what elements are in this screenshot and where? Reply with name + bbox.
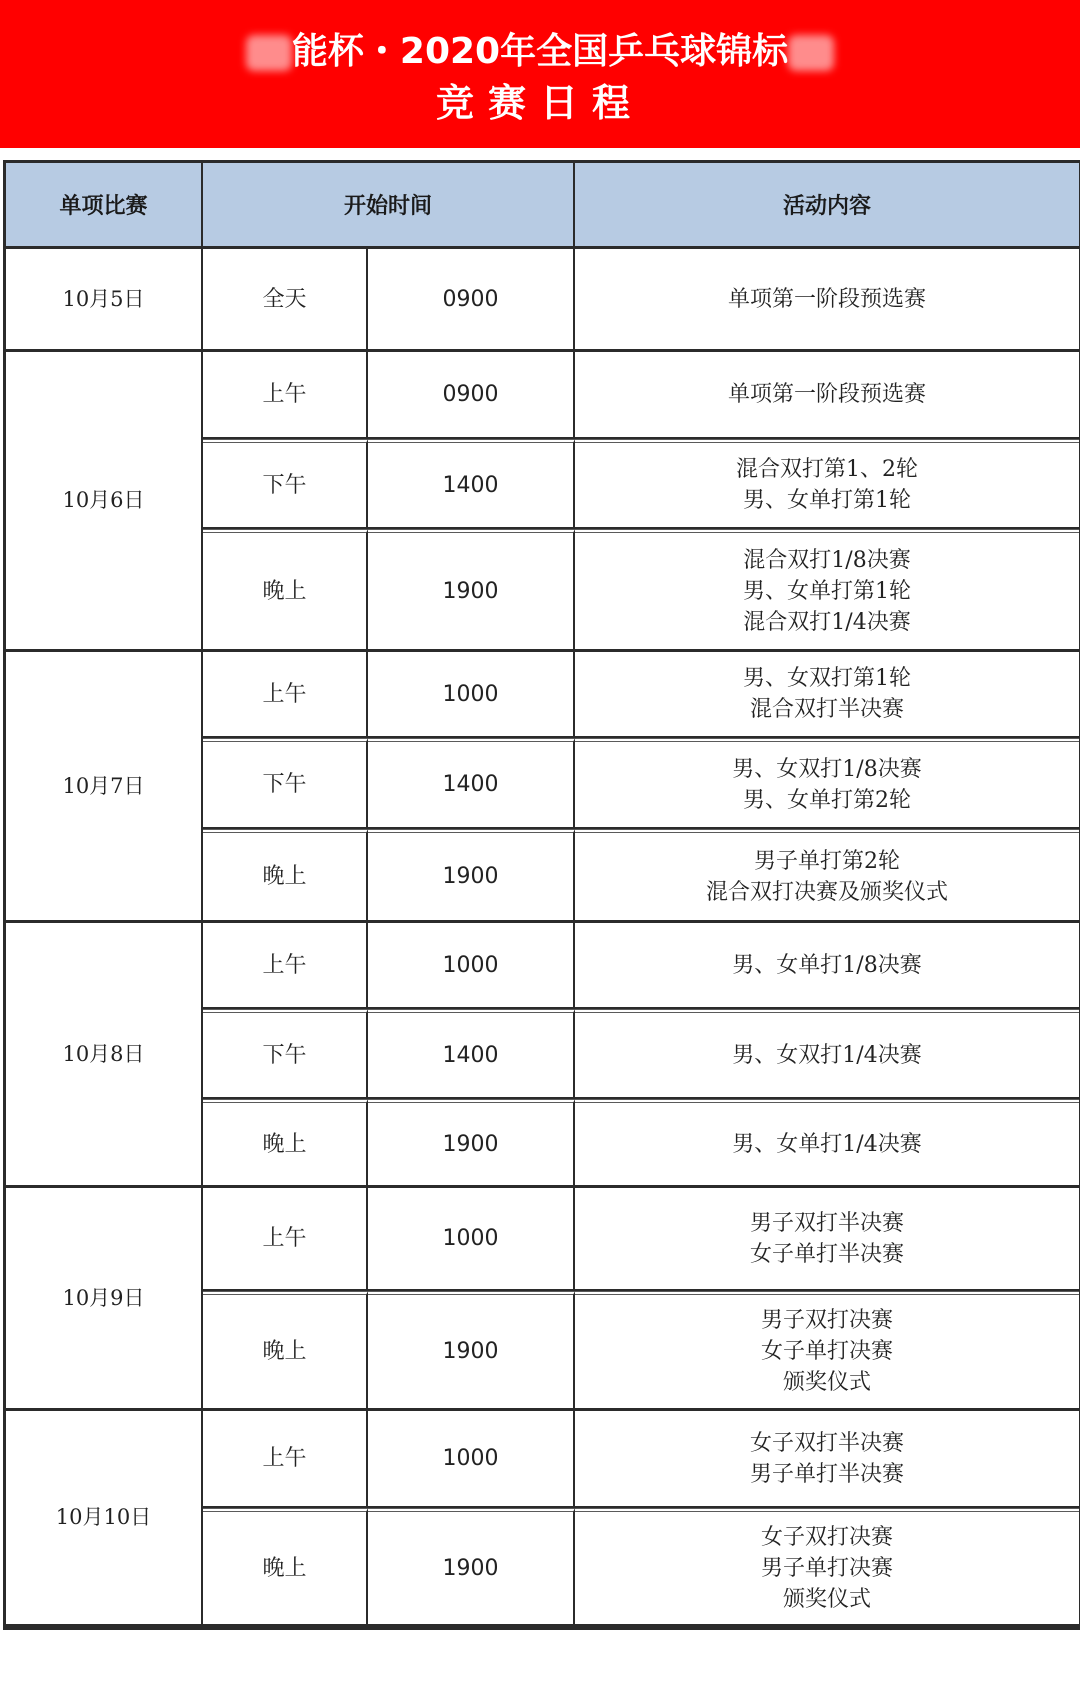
period-cell: 晚上 <box>203 829 368 923</box>
period-cell: 上午 <box>203 1411 368 1508</box>
period-cell: 晚上 <box>203 1099 368 1188</box>
title-line-1 <box>0 28 1080 76</box>
activity-line: 混合双打第1、2轮 <box>736 457 919 482</box>
period-cell: 全天 <box>203 249 368 352</box>
date-cell: 10月7日 <box>6 652 203 923</box>
activity-cell <box>575 352 1079 439</box>
activity-line: 颁奖仪式 <box>783 1586 872 1612</box>
date-cell: 10月5日 <box>6 249 203 352</box>
activity-line: 男、女双打1/4决赛 <box>732 1042 922 1068</box>
activity-line: 混合双打半决赛 <box>750 697 905 722</box>
activity-line: 男、女单打第1轮 <box>743 488 912 513</box>
period-cell: 下午 <box>203 738 368 829</box>
activity-line: 男子双打半决赛 <box>750 1210 905 1236</box>
activity-line: 混合双打1/8决赛 <box>743 547 911 573</box>
activity-cell <box>575 1508 1079 1627</box>
activity-line: 男、女双打第1轮 <box>743 666 912 691</box>
time-cell: 1400 <box>368 738 575 829</box>
activity-line: 男子单打半决赛 <box>750 1461 905 1487</box>
period-cell: 晚上 <box>203 529 368 652</box>
blurred-sponsor-prefix <box>246 35 292 71</box>
activity-line: 女子单打半决赛 <box>750 1241 905 1267</box>
time-cell: 1900 <box>368 529 575 652</box>
time-cell: 1900 <box>368 1291 575 1411</box>
date-cell: 10月6日 <box>6 352 203 652</box>
time-cell: 1000 <box>368 923 575 1009</box>
banner-gap <box>0 148 1080 160</box>
schedule-body <box>6 249 1079 1627</box>
activity-line: 男子单打决赛 <box>761 1555 894 1581</box>
time-cell: 1900 <box>368 829 575 923</box>
activity-line: 男、女单打第1轮 <box>743 578 912 604</box>
activity-line: 女子单打决赛 <box>761 1339 894 1364</box>
activity-cell <box>575 738 1079 829</box>
table-row <box>6 1411 1079 1508</box>
activity-line: 男、女双打1/8决赛 <box>732 756 922 782</box>
activity-line: 混合双打决赛及颁奖仪式 <box>706 879 949 905</box>
date-cell: 10月10日 <box>6 1411 203 1627</box>
activity-cell <box>575 439 1079 529</box>
schedule-table <box>3 160 1080 1630</box>
table-row <box>6 249 1079 352</box>
column-header-start-time: 开始时间 <box>203 163 575 249</box>
activity-line: 男子单打第2轮 <box>754 848 901 874</box>
period-cell: 下午 <box>203 439 368 529</box>
activity-line: 混合双打1/4决赛 <box>743 609 911 635</box>
activity-cell <box>575 529 1079 652</box>
activity-line: 颁奖仪式 <box>783 1370 872 1395</box>
column-header-activity: 活动内容 <box>575 163 1079 249</box>
period-cell: 晚上 <box>203 1291 368 1411</box>
period-cell: 上午 <box>203 1188 368 1291</box>
title-banner <box>0 0 1080 148</box>
table-row <box>6 1188 1079 1291</box>
table-row <box>6 923 1079 1009</box>
activity-cell <box>575 829 1079 923</box>
activity-line: 男、女单打1/4决赛 <box>732 1131 922 1157</box>
activity-cell <box>575 1009 1079 1099</box>
activity-cell <box>575 1188 1079 1291</box>
period-cell: 上午 <box>203 352 368 439</box>
activity-cell <box>575 1099 1079 1188</box>
period-cell: 晚上 <box>203 1508 368 1627</box>
table-row <box>6 352 1079 439</box>
period-cell: 上午 <box>203 652 368 738</box>
activity-line: 男、女单打第2轮 <box>743 787 912 813</box>
date-cell: 10月8日 <box>6 923 203 1188</box>
activity-cell <box>575 249 1079 352</box>
blurred-title-suffix <box>788 35 834 71</box>
activity-line: 男子双打决赛 <box>761 1308 894 1333</box>
time-cell: 0900 <box>368 249 575 352</box>
time-cell: 1000 <box>368 1411 575 1508</box>
date-cell: 10月9日 <box>6 1188 203 1411</box>
activity-cell <box>575 1291 1079 1411</box>
title-line-2: 竞赛日程 <box>435 81 644 125</box>
title-text: 能杯・2020年全国乒乓球锦标 <box>291 31 789 72</box>
time-cell: 1000 <box>368 652 575 738</box>
activity-line: 单项第一阶段预选赛 <box>728 382 927 407</box>
time-cell: 1000 <box>368 1188 575 1291</box>
activity-cell <box>575 652 1079 738</box>
time-cell: 0900 <box>368 352 575 439</box>
period-cell: 下午 <box>203 1009 368 1099</box>
activity-line: 女子双打半决赛 <box>750 1430 905 1456</box>
table-row <box>6 652 1079 738</box>
column-header-event: 单项比赛 <box>6 163 203 249</box>
activity-line: 单项第一阶段预选赛 <box>728 286 927 312</box>
time-cell: 1900 <box>368 1508 575 1627</box>
activity-cell <box>575 923 1079 1009</box>
time-cell: 1400 <box>368 1009 575 1099</box>
time-cell: 1900 <box>368 1099 575 1188</box>
time-cell: 1400 <box>368 439 575 529</box>
activity-cell <box>575 1411 1079 1508</box>
table-header-row <box>6 163 1079 249</box>
activity-line: 女子双打决赛 <box>761 1524 894 1550</box>
activity-line: 男、女单打1/8决赛 <box>732 952 922 978</box>
period-cell: 上午 <box>203 923 368 1009</box>
